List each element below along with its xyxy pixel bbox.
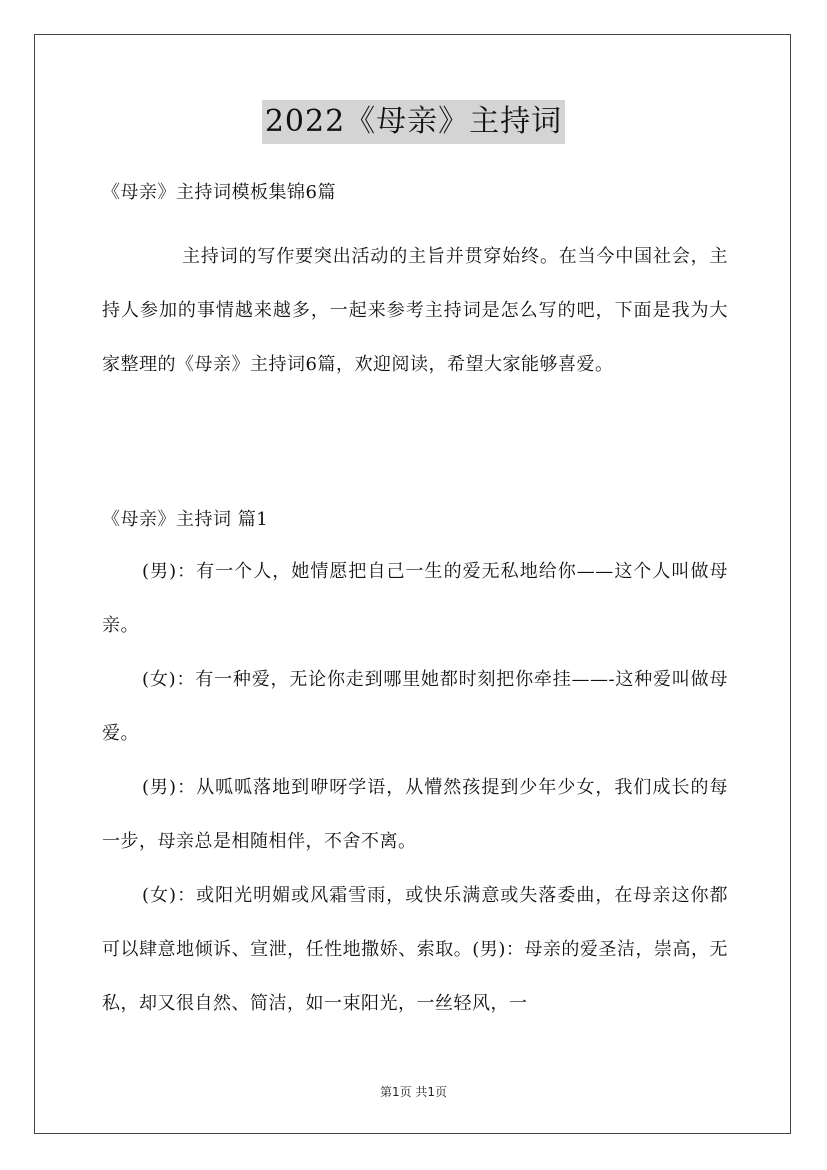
dialogue-paragraph: (男)：从呱呱落地到咿呀学语，从懵然孩提到少年少女，我们成长的每一步，母亲总是相随相伴，不舍不离。	[102, 777, 728, 852]
dialogue-paragraph: (女)：或阳光明媚或风霜雪雨，或快乐满意或失落委曲，在母亲这你都可以肆意地倾诉、宣泄，任性地撒娇、索取。(男)：母亲的爱圣洁，崇高，无私，却又很自然、简洁，如一束阳光，一丝轻风，一	[102, 885, 728, 1014]
document-title: 2022《母亲》主持词	[262, 100, 565, 144]
section-heading: 《母亲》主持词 篇1	[102, 509, 269, 530]
title-container	[0, 100, 827, 144]
dialogue-paragraph: (男)：有一个人，她情愿把自己一生的爱无私地给你——这个人叫做母亲。	[102, 561, 728, 636]
page-footer: 第1页 共1页	[379, 1085, 448, 1099]
dialogue-paragraph: (女)：有一种爱，无论你走到哪里她都时刻把你牵挂——-这种爱叫做母爱。	[102, 669, 728, 744]
intro-paragraph: 主持词的写作要突出活动的主旨并贯穿始终。在当今中国社会，主持人参加的事情越来越多，一起来参考主持词是怎么写的吧，下面是我为大家整理的《母亲》主持词6篇，欢迎阅读，希望大家能够喜爱。	[102, 246, 728, 375]
document-subtitle: 《母亲》主持词模板集锦6篇	[102, 182, 336, 203]
